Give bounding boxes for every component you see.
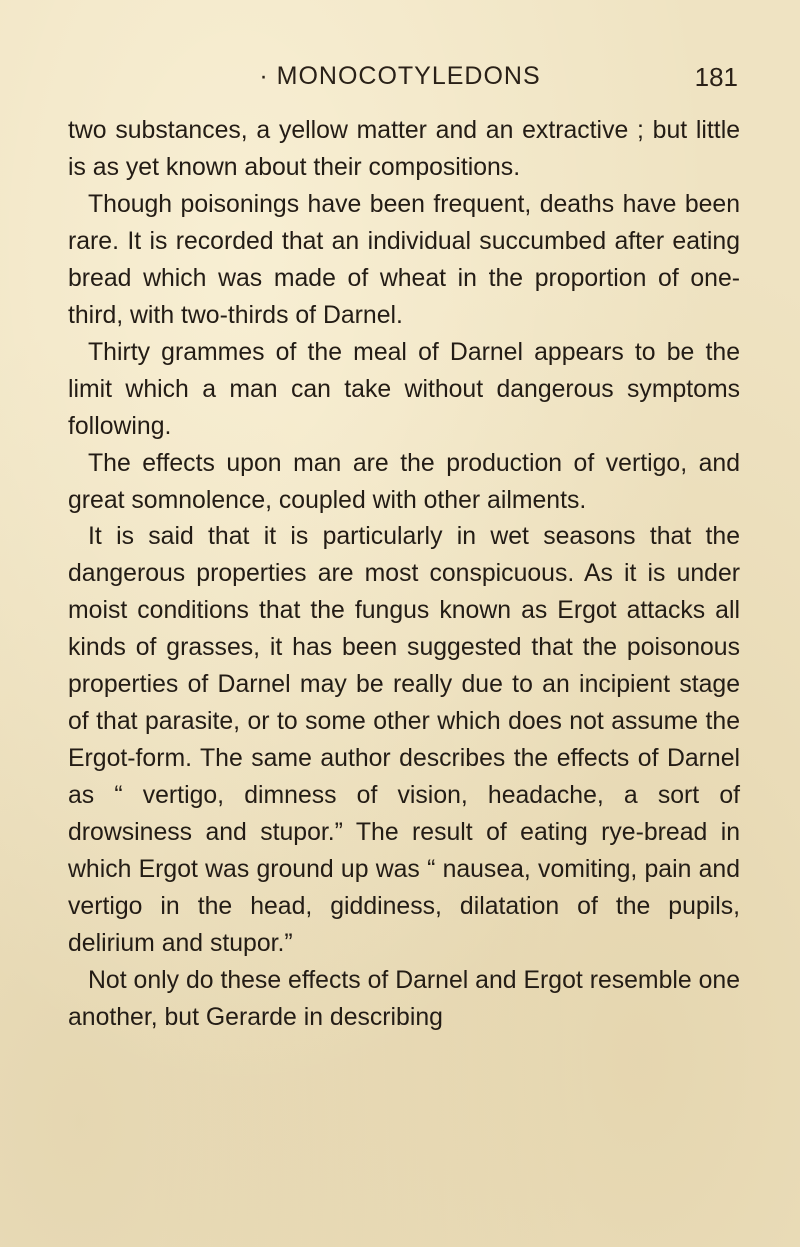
paragraph: The effects upon man are the production of vertigo, and great somnolence, coupled with other ailments. (68, 449, 740, 514)
paragraph: It is said that it is particularly in wet seasons that the dangerous properties are most conspicuous. As it is under moist conditions that the fungus known as Ergot attacks all kinds of grasses, it has been suggested that the poisonous properties of Darnel may be really due to an incipient stage of that parasite, or to some other which does not assume the Ergot-form. The same author describes the effects of Darnel as “ vertigo, dimness of vision, headache, a sort of drowsiness and stupor.” The result of eating rye-bread in which Ergot was ground up was “ nausea, vomiting, pain and vertigo in the head, giddiness, dilatation of the pupils, delirium and stupor.” (68, 523, 740, 957)
page-number: 181 (694, 62, 738, 92)
paragraph: Thirty grammes of the meal of Darnel appears to be the limit which a man can take without dangerous symptoms following. (68, 338, 740, 440)
running-title: · MONOCOTYLEDONS (259, 62, 541, 90)
paragraph: Not only do these effects of Darnel and Ergot resemble one another, but Gerarde in describing (68, 966, 740, 1031)
paragraph: Though poisonings have been frequent, deaths have been rare. It is recorded that an individual succumbed after eating bread which was made of wheat in the proportion of one-third, with two-thirds of Darnel. (68, 190, 740, 329)
body-text (68, 113, 740, 1037)
page-header (0, 62, 800, 102)
paragraph: two substances, a yellow matter and an extractive ; but little is as yet known about their compositions. (68, 117, 740, 181)
